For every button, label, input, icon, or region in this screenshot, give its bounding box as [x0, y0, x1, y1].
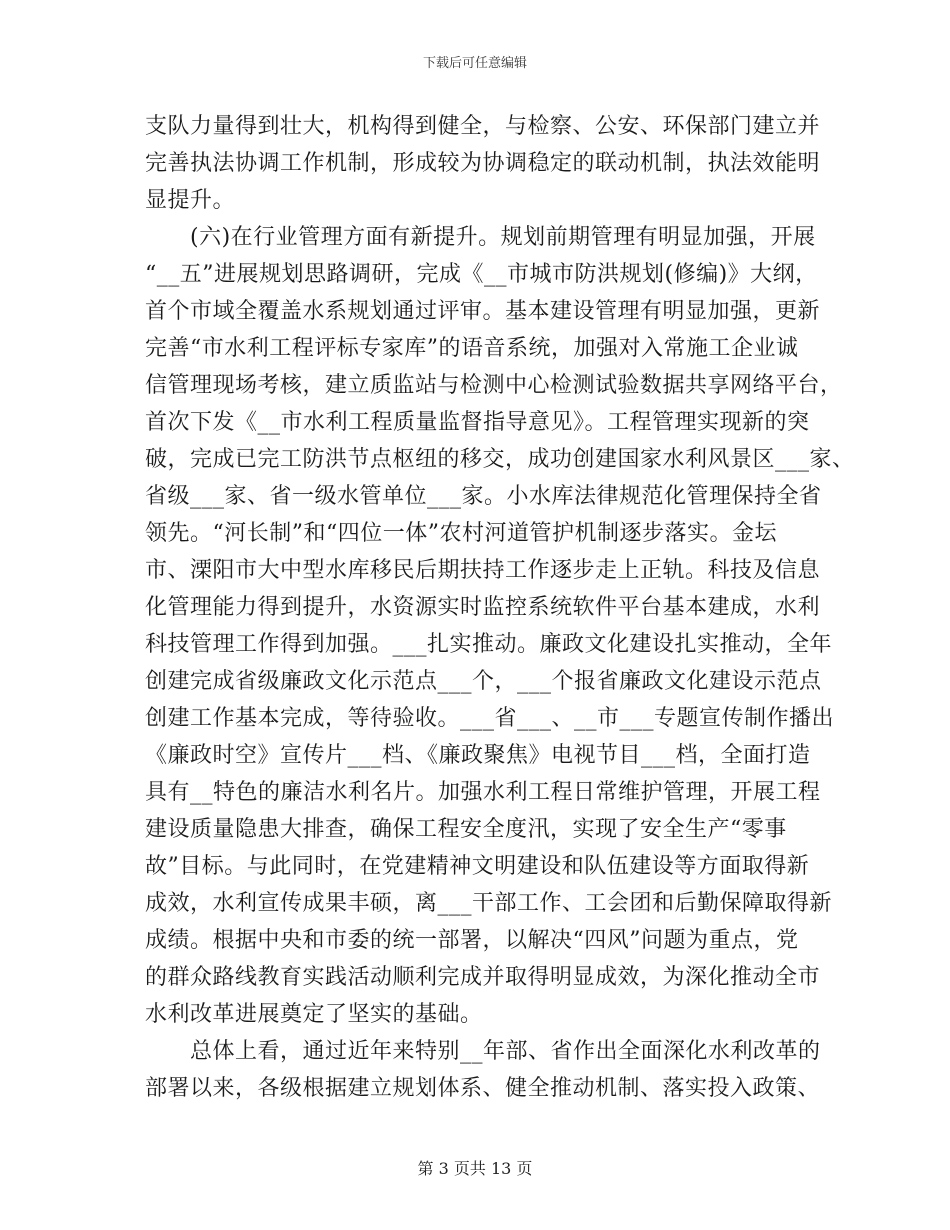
text-line: “__五”进展规划思路调研，完成《__市城市防洪规划(修编)》大纲，: [145, 262, 818, 287]
text-line: 的群众路线教育实践活动顺利完成并取得明显成效，为深化推动全市: [145, 965, 821, 990]
text-line: 《廉政时空》宣传片___档、《廉政聚焦》电视节目___档，全面打造: [145, 743, 811, 768]
text-line: 完善执法协调工作机制，形成较为协调稳定的联动机制，执法效能明: [145, 151, 821, 176]
text-line: 部署以来，各级根据建立规划体系、健全推动机制、落实投入政策、: [145, 1076, 821, 1101]
text-line: 故”目标。与此同时，在党建精神文明建设和队伍建设等方面取得新: [145, 854, 810, 879]
text-line: (六)在行业管理方面有新提升。规划前期管理有明显加强，开展: [145, 225, 816, 250]
text-line: 支队力量得到壮大，机构得到健全，与检察、公安、环保部门建立并: [145, 114, 821, 139]
document-body: [145, 108, 855, 1107]
text-line: 领先。“河长制”和“四位一体”农村河道管护机制逐步落实。金坛: [145, 521, 777, 546]
page-header: 下载后可任意编辑: [422, 56, 527, 71]
text-line: 具有__特色的廉洁水利名片。加强水利工程日常维护管理，开展工程: [145, 780, 821, 805]
text-line: 建设质量隐患大排查，确保工程安全度汛，实现了安全生产“零事: [145, 817, 787, 842]
text-line: 化管理能力得到提升，水资源实时监控系统软件平台基本建成，水利: [145, 595, 821, 620]
text-line: 省级___家、省一级水管单位___家。小水库法律规范化管理保持全省: [145, 484, 822, 509]
text-line: 显提升。: [145, 188, 236, 213]
text-line: 市、溧阳市大中型水库移民后期扶持工作逐步走上正轨。科技及信息: [145, 558, 821, 583]
text-line: 总体上看，通过近年来特别__年部、省作出全面深化水利改革的: [145, 1039, 821, 1064]
text-line: 完善“市水利工程评标专家库”的语音系统，加强对入常施工企业诚: [145, 336, 799, 361]
text-line: 破，完成已完工防洪节点枢纽的移交，成功创建国家水利风景区___家、: [145, 447, 855, 472]
text-line: 信管理现场考核，建立质监站与检测中心检测试验数据共享网络平台，: [145, 373, 843, 398]
text-line: 首个市域全覆盖水系规划通过评审。基本建设管理有明显加强，更新: [145, 299, 821, 324]
text-line: 水利改革进展奠定了坚实的基础。: [145, 1002, 483, 1027]
text-line: 创建工作基本完成，等待验收。___省___、__市___专题宣传制作播出: [145, 706, 835, 731]
text-line: 科技管理工作得到加强。___扎实推动。廉政文化建设扎实推动，全年: [145, 632, 833, 657]
text-line: 成效，水利宣传成果丰硕，离___干部工作、工会团和后勤保障取得新: [145, 891, 833, 916]
text-line: 成绩。根据中央和市委的统一部署，以解决“四风”问题为重点，党: [145, 928, 799, 953]
page-footer: 第 3 页共 13 页: [417, 1159, 533, 1178]
text-line: 创建完成省级廉政文化示范点___个，___个报省廉政文化建设示范点: [145, 669, 822, 694]
text-line: 首次下发《__市水利工程质量监督指导意见》。工程管理实现新的突: [145, 410, 810, 435]
